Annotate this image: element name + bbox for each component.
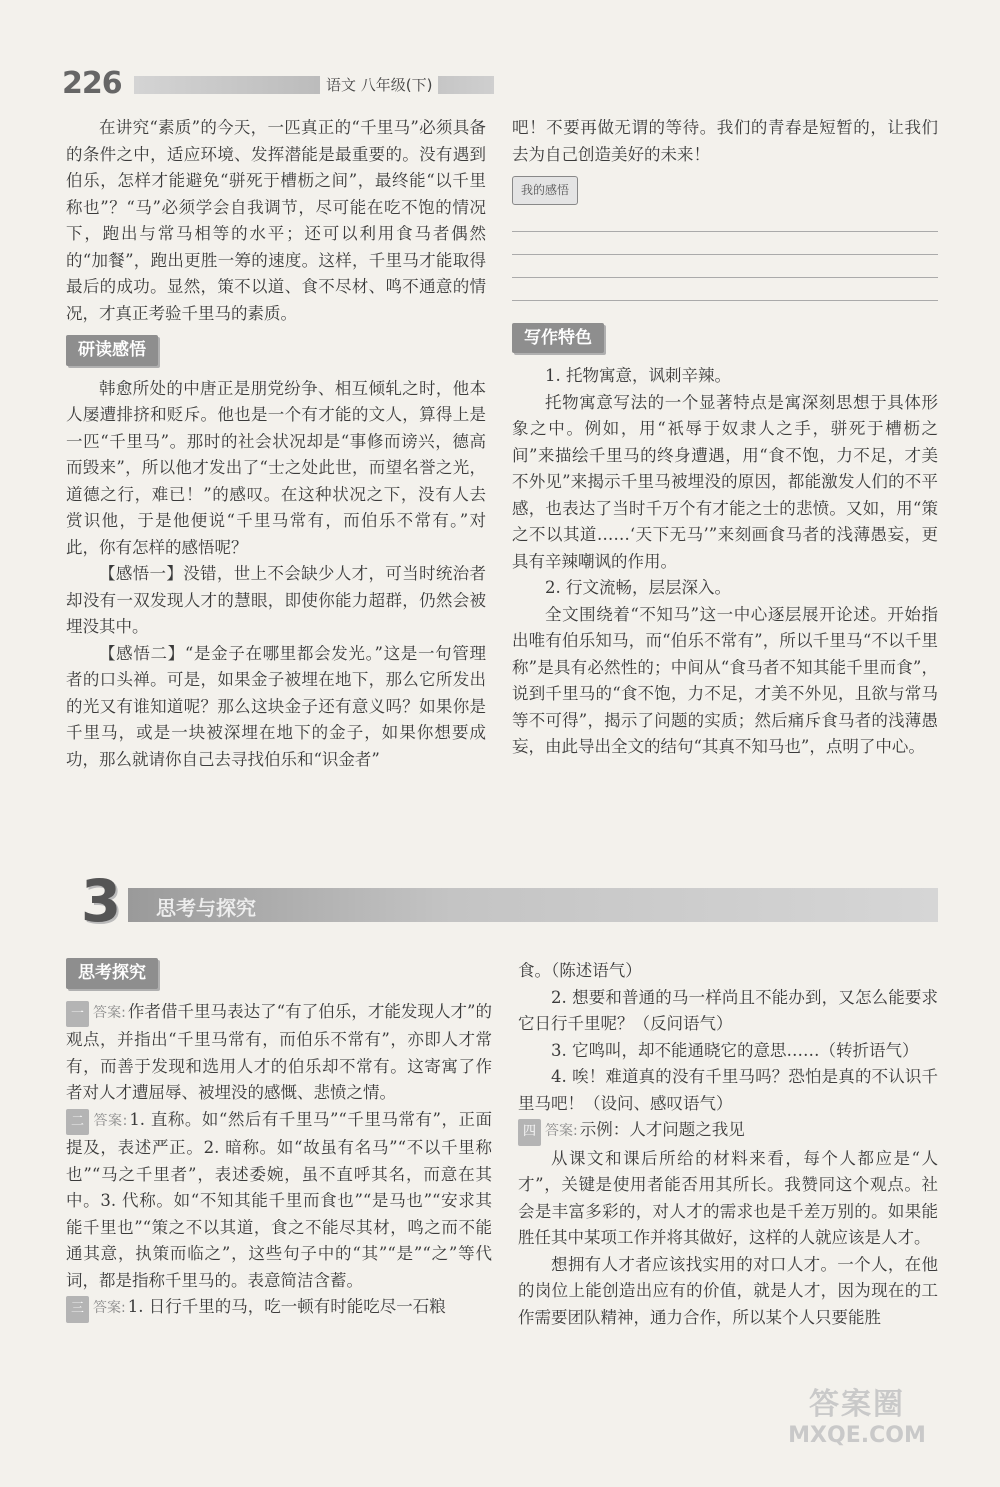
section-banner [66, 867, 938, 935]
answer-line: 食。（陈述语气） [518, 961, 642, 980]
answer-2 [66, 1107, 492, 1295]
paragraph: 从课文和课后所给的材料来看，每个人都应是“人才”，关键是使用者能否用其所长。我赞同这个观点。社会是丰富多彩的，对人才的需求也是千差万别的。如果能胜任其中某项工作并将其做好，这样的人就应该是人才。 [518, 1148, 938, 1247]
answer-word: 答案: [545, 1123, 578, 1139]
paragraph: 在讲究“素质”的今天，一匹真正的“千里马”必须具备的条件之中，适应环境、发挥潜能是最重要的。没有遇到伯乐，怎样才能避免“骈死于槽枥之间”，最终能“以千里称也”？“马”必须学会自我调节，尽可能在吃不饱的情况下，跑出与常马相等的水平；还可以利用食马者偶然的“加餐”，跑出更胜一筹的速度。这样，千里马才能取得最后的成功。显然，策不以道、食不尽材、鸣不通意的情况，才真正考验千里马的素质。 [66, 118, 486, 323]
right-column-top [512, 115, 938, 761]
paragraph: 吧！不要再做无谓的等待。我们的青春是短暂的，让我们去为自己创造美好的未来！ [512, 118, 938, 164]
answer-word: 答案: [93, 1112, 128, 1129]
section-label-writing: 写作特色 [512, 323, 604, 354]
section-label-think: 思考探究 [66, 958, 158, 989]
page-header [62, 66, 502, 106]
paragraph: 韩愈所处的中唐正是朋党纷争、相互倾轧之时，他本人屡遭排挤和贬斥。他也是一个有才能的文人，算得上是一匹“千里马”。那时的社会状况却是“事修而谤兴，德高而毁来”，所以他才发出了“士之处此世，而望名誉之光，道德之行，难已！”的感叹。在这种状况之下，没有人去赏识他，于是他便说“千里马常有，而伯乐不常有。”对此，你有怎样的感悟呢？ [66, 378, 486, 557]
writing-line [512, 209, 938, 232]
page-number: 226 [62, 66, 122, 101]
answer-tag: 四 [518, 1119, 541, 1146]
paragraph: 【感悟二】“是金子在哪里都会发光。”这是一句管理者的口头禅。可是，如果金子被埋在地下，那么它所发出的光又有谁知道呢？那么这块金子还有意义吗？如果你是千里马，或是一块被深埋在地下的金子，如果你想要成功，那么就请你自己去寻找伯乐和“识金者” [66, 643, 486, 769]
answer-3 [66, 1294, 492, 1323]
right-column-bottom [518, 958, 938, 1331]
section-label-study: 研读感悟 [66, 335, 158, 366]
answer-tag: 三 [66, 1296, 89, 1323]
answer-word: 答案: [93, 1300, 126, 1316]
header-title: 语文 八年级(下) [320, 74, 438, 95]
writing-line [512, 255, 938, 278]
answer-1 [66, 999, 492, 1107]
answer-tag: 二 [66, 1109, 89, 1136]
banner-title: 思考与探究 [156, 896, 256, 920]
watermark [772, 1379, 942, 1469]
my-insight-label: 我的感悟 [512, 176, 578, 205]
answer-tag: 一 [66, 1001, 89, 1028]
point-title: 1. 托物寓意，讽刺辛辣。 [545, 366, 731, 385]
paragraph: 【感悟一】没错，世上不会缺少人才，可当时统治者却没有一双发现人才的慧眼，即使你能力超群，仍然会被埋没其中。 [66, 564, 486, 636]
answer-line: 4. 唉！难道真的没有千里马吗？恐怕是真的不认识千里马吧！（设问、感叹语气） [518, 1067, 938, 1113]
answer-line: 2. 想要和普通的马一样尚且不能办到，又怎么能要求它日行千里呢？（反问语气） [518, 987, 938, 1033]
writing-line [512, 232, 938, 255]
left-column-bottom [66, 958, 492, 1323]
answer-word: 答案: [93, 1004, 126, 1021]
answer-line: 3. 它鸣叫，却不能通晓它的意思……（转折语气） [551, 1040, 919, 1060]
paragraph: 全文围绕着“不知马”这一中心逐层展开论述。开始指出唯有伯乐知马，而“伯乐不常有”，所以千里马“不以千里称”是具有必然性的；中间从“食马者不知其能千里而食”，说到千里马的“食不饱，力不足，才美不外见，且欲与常马等不可得”，揭示了问题的实质；然后痛斥食马者的浅薄愚妄，由此导出全文的结句“其真不知马也”，点明了中心。 [512, 604, 938, 756]
paragraph: 托物寓意写法的一个显著特点是寓深刻思想于具体形象之中。例如，用“祇辱于奴隶人之手，骈死于槽枥之间”来描绘千里马的终身遭遇，用“食不饱，力不足，才美不外见”来揭示千里马被埋没的原因，都能激发人们的不平感，也表达了当时千万个有才能之士的悲愤。又如，用“策之不以其道……‘天下无马’”来刻画食马者的浅薄愚妄，更具有辛辣嘲讽的作用。 [512, 392, 938, 571]
answer-text: 示例：人才问题之我见 [579, 1120, 745, 1139]
left-column-top [66, 115, 486, 773]
answer-text: 作者借千里马表达了“有了伯乐，才能发现人才”的观点，并指出“千里马常有，而伯乐不常有”，亦即人才常有，而善于发现和选用人才的伯乐却不常有。这寄寓了作者对人才遭屈辱、被埋没的感慨、悲愤之情。 [66, 1001, 493, 1102]
answer-4 [518, 1117, 938, 1146]
watermark-url: MXQE.COM [788, 1423, 926, 1448]
header-bar [134, 76, 494, 94]
point-title: 2. 行文流畅，层层深入。 [545, 578, 731, 597]
paragraph: 想拥有人才者应该找实用的对口人才。一个人，在他的岗位上能创造出应有的价值，就是人才，因为现在的工作需要团队精神，通力合作，所以某个人只要能胜 [518, 1254, 938, 1327]
watermark-logo: 答案圈 [809, 1387, 905, 1422]
writing-line [512, 278, 938, 301]
banner-number: 3 [80, 867, 122, 935]
answer-text: 1. 直称。如“然后有千里马”“千里马常有”，正面提及，表述严正。2. 暗称。如“故虽有名马”“不以千里称也”“马之千里者”，表述委婉，虽不直呼其名，而意在其中。3. 代称。如“不知其能千里而食也”“是马也”“安求其能千里也”“策之不以其道，食之不能尽其材，鸣之而不能通其意，执策而临之”，这些句子中的“其”“是”“之”等代词，都是指称千里马的。表意简洁含蓄。 [66, 1109, 493, 1290]
answer-text: 1. 日行千里的马，吃一顿有时能吃尽一石粮 [127, 1297, 446, 1316]
